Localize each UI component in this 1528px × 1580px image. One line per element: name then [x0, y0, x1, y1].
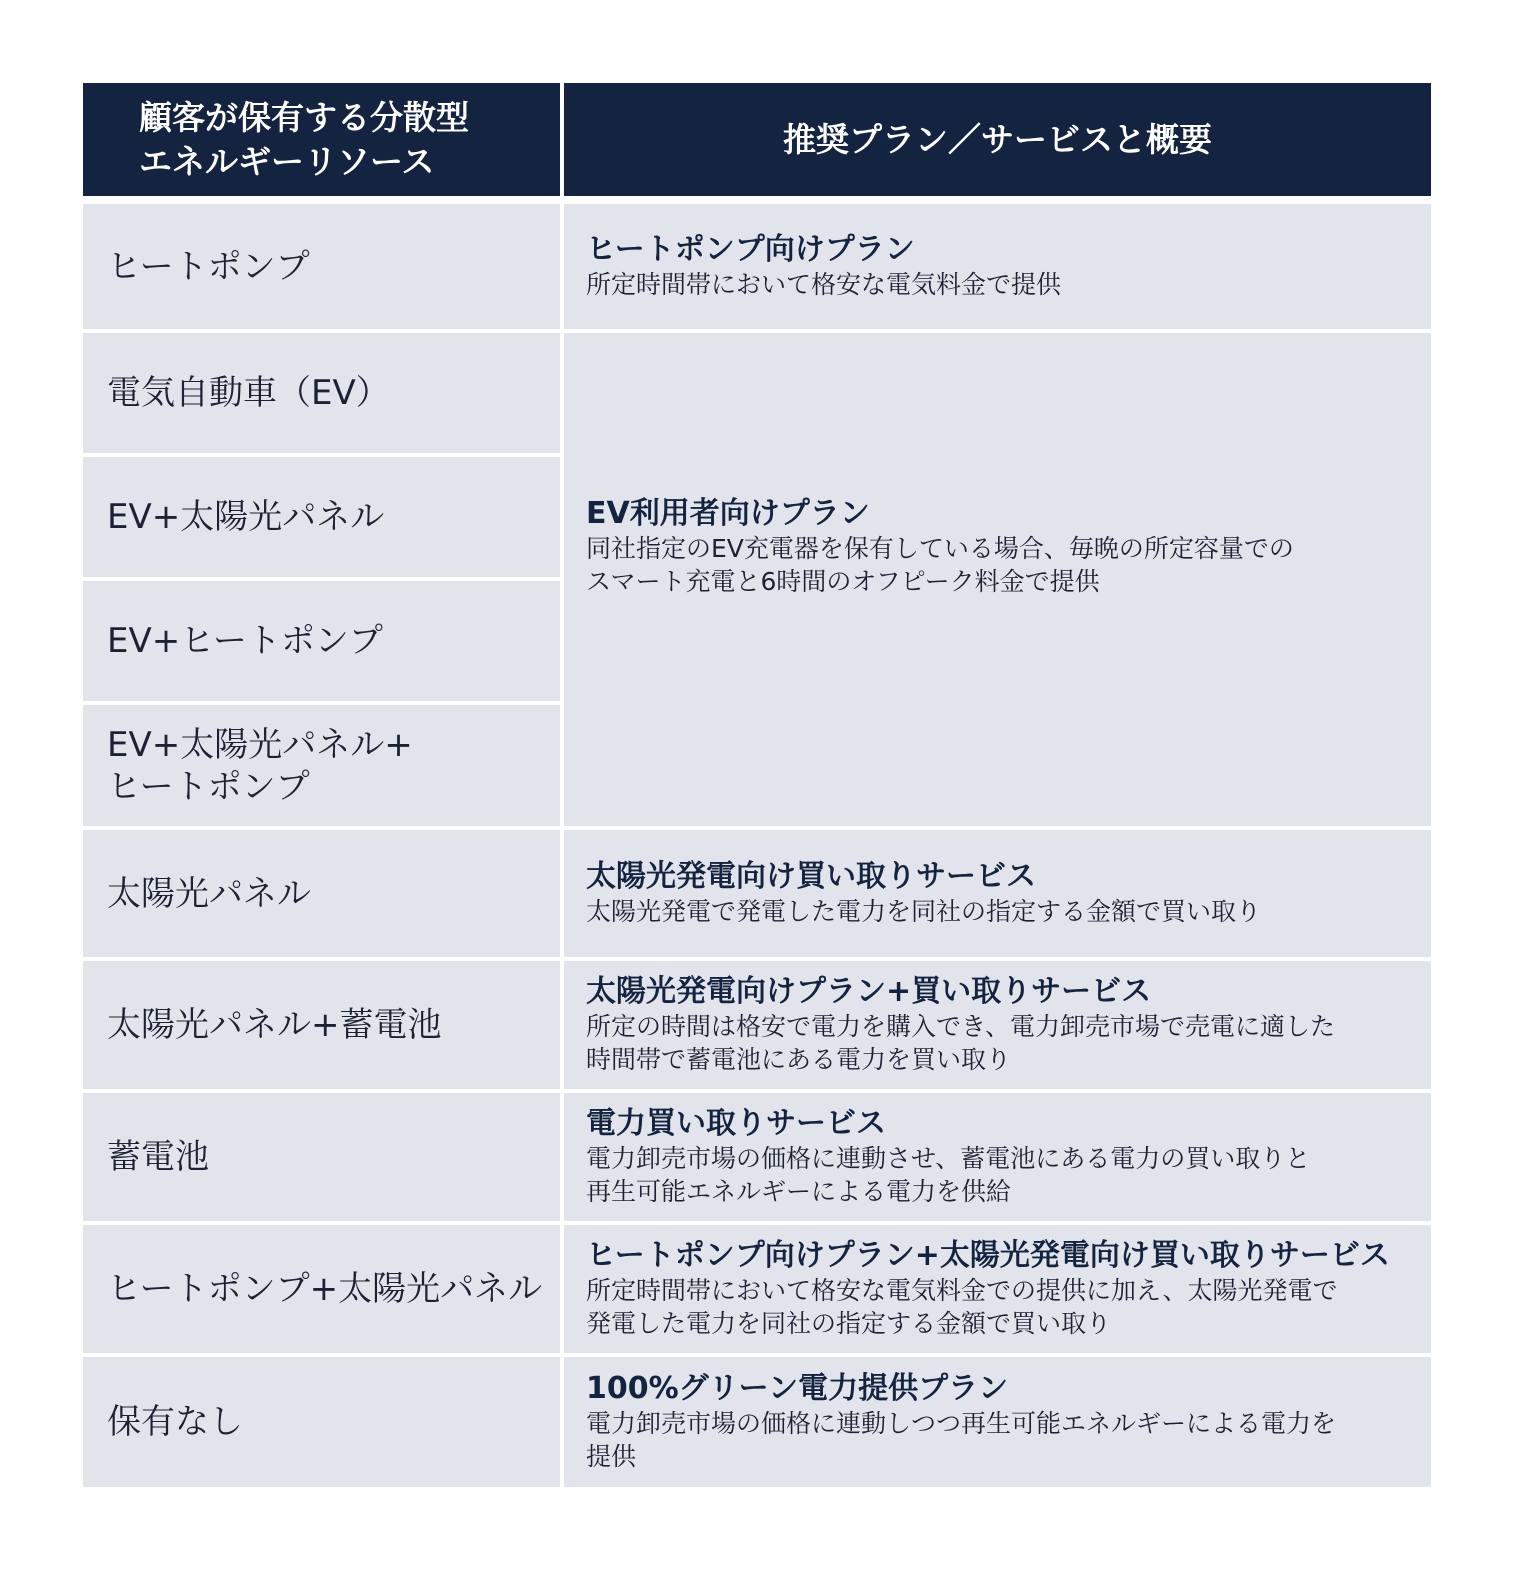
plan-title: EV利用者向けプラン — [586, 495, 870, 531]
plan-description: 電力卸売市場の価格に連動させ、蓄電池にある電力の買い取りと 再生可能エネルギーによる電力を供給 — [586, 1144, 1311, 1206]
header-plan: 推奨プラン／サービスと概要 — [564, 83, 1431, 196]
plan-ev — [564, 333, 1431, 826]
resource-ev-solar-heat-pump: EV+太陽光パネル+ ヒートポンプ — [83, 705, 560, 826]
resource-ev-solar: EV+太陽光パネル — [83, 457, 560, 577]
plan-green-power — [564, 1357, 1431, 1487]
header-resource: 顧客が保有する分散型 エネルギーリソース — [83, 83, 560, 196]
resource-battery: 蓄電池 — [83, 1093, 560, 1221]
plan-heat-pump — [564, 204, 1431, 329]
plan-title: 電力買い取りサービス — [586, 1106, 886, 1141]
header-spacer — [83, 196, 1431, 204]
plan-title: 100%グリーン電力提供プラン — [586, 1371, 1009, 1406]
plan-title: 太陽光発電向け買い取りサービス — [586, 859, 1036, 894]
resource-none: 保有なし — [83, 1357, 560, 1487]
plan-heat-pump-solar — [564, 1225, 1431, 1353]
plan-description: 電力卸売市場の価格に連動しつつ再生可能エネルギーによる電力を 提供 — [586, 1409, 1337, 1471]
plan-title: 太陽光発電向けプラン+買い取りサービス — [586, 974, 1152, 1009]
plan-description: 所定の時間は格安で電力を購入でき、電力卸売市場で売電に適した 時間帯で蓄電池にある電力を買い取り — [586, 1012, 1336, 1074]
plan-battery — [564, 1093, 1431, 1221]
resource-solar-battery: 太陽光パネル+蓄電池 — [83, 961, 560, 1089]
plan-title: ヒートポンプ向けプラン — [586, 232, 915, 267]
plan-description: 所定時間帯において格安な電気料金で提供 — [586, 270, 1062, 299]
plan-solar — [564, 830, 1431, 957]
plan-description: 所定時間帯において格安な電気料金での提供に加え、太陽光発電で 発電した電力を同社の指定する金額で買い取り — [586, 1276, 1338, 1338]
plan-solar-battery — [564, 961, 1431, 1089]
plan-table — [83, 83, 1431, 1487]
resource-solar: 太陽光パネル — [83, 830, 560, 957]
resource-ev-heat-pump: EV+ヒートポンプ — [83, 581, 560, 701]
resource-ev: 電気自動車（EV） — [83, 333, 560, 453]
resource-heat-pump: ヒートポンプ — [83, 204, 560, 329]
resource-heat-pump-solar: ヒートポンプ+太陽光パネル — [83, 1225, 560, 1353]
plan-title: ヒートポンプ向けプラン+太陽光発電向け買い取りサービス — [586, 1238, 1390, 1273]
plan-description: 同社指定のEV充電器を保有している場合、毎晩の所定容量での スマート充電と6時間のオフピーク料金で提供 — [586, 533, 1294, 596]
plan-description: 太陽光発電で発電した電力を同社の指定する金額で買い取り — [586, 897, 1262, 926]
